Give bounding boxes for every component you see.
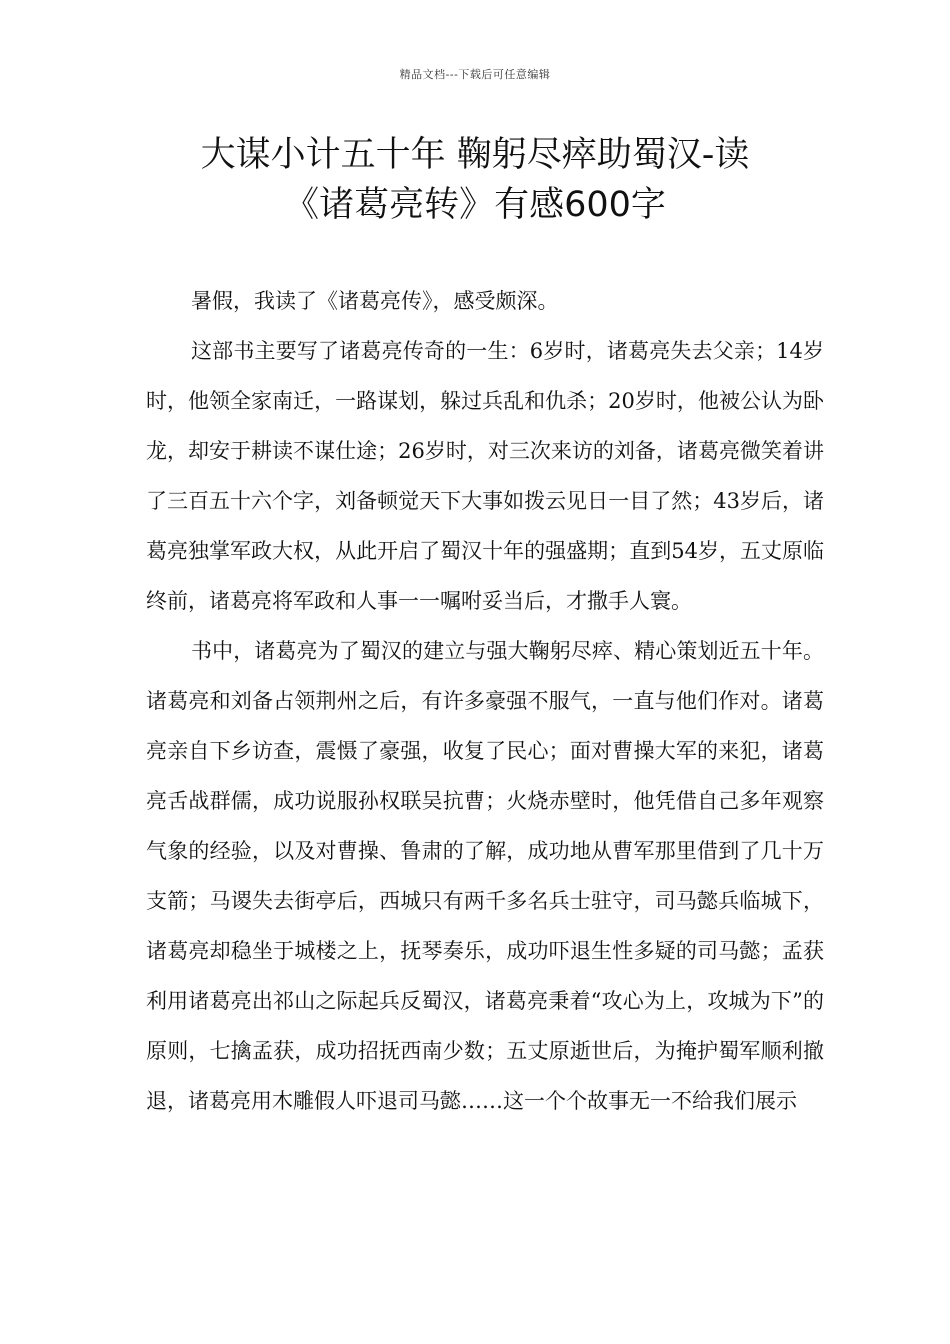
title-line-1: 大谋小计五十年 鞠躬尽瘁助蜀汉-读 — [200, 135, 750, 175]
paragraph-3: 书中，诸葛亮为了蜀汉的建立与强大鞠躬尽瘁、精心策划近五十年。诸葛亮和刘备占领荆州之后，有许多豪强不服气，一直与他们作对。诸葛亮亲自下乡访查，震慑了豪强，收复了民心；面对曹操大军的来犯，诸葛亮舌战群儒，成功说服孙权联吴抗曹；火烧赤壁时，他凭借自己多年观察气象的经验，以及对曹操、鲁肃的了解，成功地从曹军那里借到了几十万支箭；马谡失去街亭后，西城只有两千多名兵士驻守，司马懿兵临城下，诸葛亮却稳坐于城楼之上，抚琴奏乐，成功吓退生性多疑的司马懿；孟获利用诸葛亮出祁山之际起兵反蜀汉，诸葛亮秉着“攻心为上，攻城为下”的原则，七擒孟获，成功招抚西南少数；五丈原逝世后，为掩护蜀军顺利撤退，诸葛亮用木雕假人吓退司马懿……这一个个故事无一不给我们展示 — [146, 639, 824, 1113]
header-note: 精品文档---下载后可任意编辑 — [399, 68, 551, 81]
paragraph-1: 暑假，我读了《诸葛亮传》，感受颇深。 — [191, 289, 559, 313]
document-body — [146, 276, 824, 1126]
document-title — [95, 130, 855, 230]
paragraph-2: 这部书主要写了诸葛亮传奇的一生：6岁时，诸葛亮失去父亲；14岁时，他领全家南迁，一路谋划，躲过兵乱和仇杀；20岁时，他被公认为卧龙，却安于耕读不谋仕途；26岁时，对三次来访的刘备，诸葛亮微笑着讲了三百五十六个字，刘备顿觉天下大事如拨云见日一目了然；43岁后，诸葛亮独掌军政大权，从此开启了蜀汉十年的强盛期；直到54岁，五丈原临终前，诸葛亮将军政和人事一一嘱咐妥当后，才撒手人寰。 — [146, 339, 824, 613]
title-line-2: 《诸葛亮转》有感600字 — [284, 185, 666, 225]
